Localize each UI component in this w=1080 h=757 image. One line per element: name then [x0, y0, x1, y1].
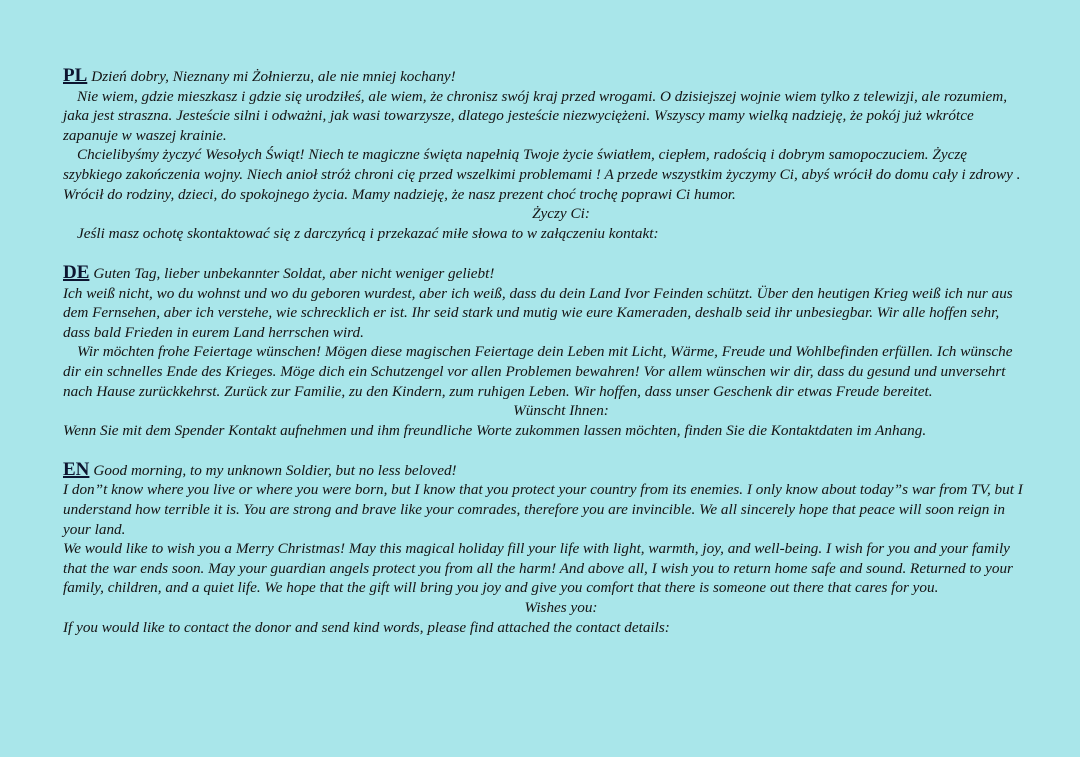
paragraph-2: Chcielibyśmy życzyć Wesołych Świąt! Niech te magiczne święta napełnią Twoje życie światłem, ciepłem, radością i dobrym samopoczuciem. Życzę szybkiego zakończenia wojny. Niech anioł stróż chroni cię przed wszelkimi problemami ! A przede wszystkim życzymy Ci, abyś wrócił do domu cały i zdrowy . Wrócił do rodziny, dzieci, do spokojnego życia. Mamy nadzieję, że nasz prezent choć trochę poprawi Ci humor. [63, 146, 1021, 203]
contact-line: If you would like to contact the donor and send kind words, please find attached the contact details: [63, 618, 670, 636]
section-de [63, 263, 1023, 440]
contact-line: Jeśli masz ochotę skontaktować się z darczyńcą i przekazać miłe słowa to w załączeniu kontakt: [77, 224, 659, 242]
wishes-line: Życzy Ci: [532, 205, 590, 223]
paragraph-1: Ich weiß nicht, wo du wohnst und wo du geboren wurdest, aber ich weiß, dass du dein Land Ivor Feinden schützt. Über den heutigen Krieg weiß ich nur aus dem Fernsehen, aber ich verstehe, wie schrecklich er ist. Ihr seid stark und mutig wie eure Kameraden, deshalb seid ihr unbesiegbar. Wir alle hoffen sehr, dass bald Frieden in eurem Land herrschen wird. [63, 284, 1013, 341]
section-pl [63, 66, 1023, 243]
language-code: DE [63, 261, 90, 283]
greeting-text: Good morning, to my unknown Soldier, but no less beloved! [93, 461, 457, 479]
contact-line: Wenn Sie mit dem Spender Kontakt aufnehmen und ihm freundliche Worte zukommen lassen möchten, finden Sie die Kontaktdaten im Anhang. [63, 421, 927, 439]
letter-page [63, 66, 1023, 637]
greeting-line [63, 263, 1023, 284]
greeting-line [63, 460, 1023, 481]
paragraph-1: I don”t know where you live or where you were born, but I know that you protect your country from its enemies. I only know about today”s war from TV, but I understand how terrible it is. You are strong and brave like your comrades, therefore you are invincible. We all sincerely hope that peace will soon reign in your land. [63, 481, 1023, 538]
wishes-line: Wünscht Ihnen: [513, 402, 609, 420]
paragraph-2: Wir möchten frohe Feiertage wünschen! Mögen diese magischen Feiertage dein Leben mit Licht, Wärme, Freude und Wohlbefinden erfüllen. Ich wünsche dir ein schnelles Ende des Krieges. Möge dich ein Schutzengel vor allen Problemen bewahren! Vor allem wünschen wir dir, dass du gesund und unversehrt nach Hause zurückkehrst. Zurück zur Familie, zu den Kindern, zum ruhigen Leben. Wir hoffen, dass unser Geschenk dir etwas Freude bereitet. [63, 343, 1013, 400]
greeting-text: Dzień dobry, Nieznany mi Żołnierzu, ale nie mniej kochany! [91, 68, 456, 85]
paragraph-2: We would like to wish you a Merry Christmas! May this magical holiday fill your life with light, warmth, joy, and well-being. I wish for you and your family that the war ends soon. May your guardian angels protect you from all the harm! And above all, I wish you to return home safe and sound. Returned to your family, children, and a quiet life. We hope that the gift will bring you joy and give you comfort that there is someone out there that cares for you. [63, 540, 1013, 597]
greeting-line [63, 66, 1023, 87]
language-code: EN [63, 458, 90, 480]
paragraph-1: Nie wiem, gdzie mieszkasz i gdzie się urodziłeś, ale wiem, że chronisz swój kraj przed wrogami. O dzisiejszej wojnie wiem tylko z telewizji, ale rozumiem, jaka jest straszna. Jesteście silni i odważni, jak wasi towarzysze, dlatego jesteście niezwyciężeni. Wszyscy mamy wielką nadzieję, że pokój już wkrótce zapanuje w waszej krainie. [63, 87, 1008, 144]
wishes-line: Wishes you: [524, 599, 598, 617]
section-en [63, 460, 1023, 637]
greeting-text: Guten Tag, lieber unbekannter Soldat, aber nicht weniger geliebt! [93, 264, 495, 282]
language-code: PL [63, 65, 88, 86]
